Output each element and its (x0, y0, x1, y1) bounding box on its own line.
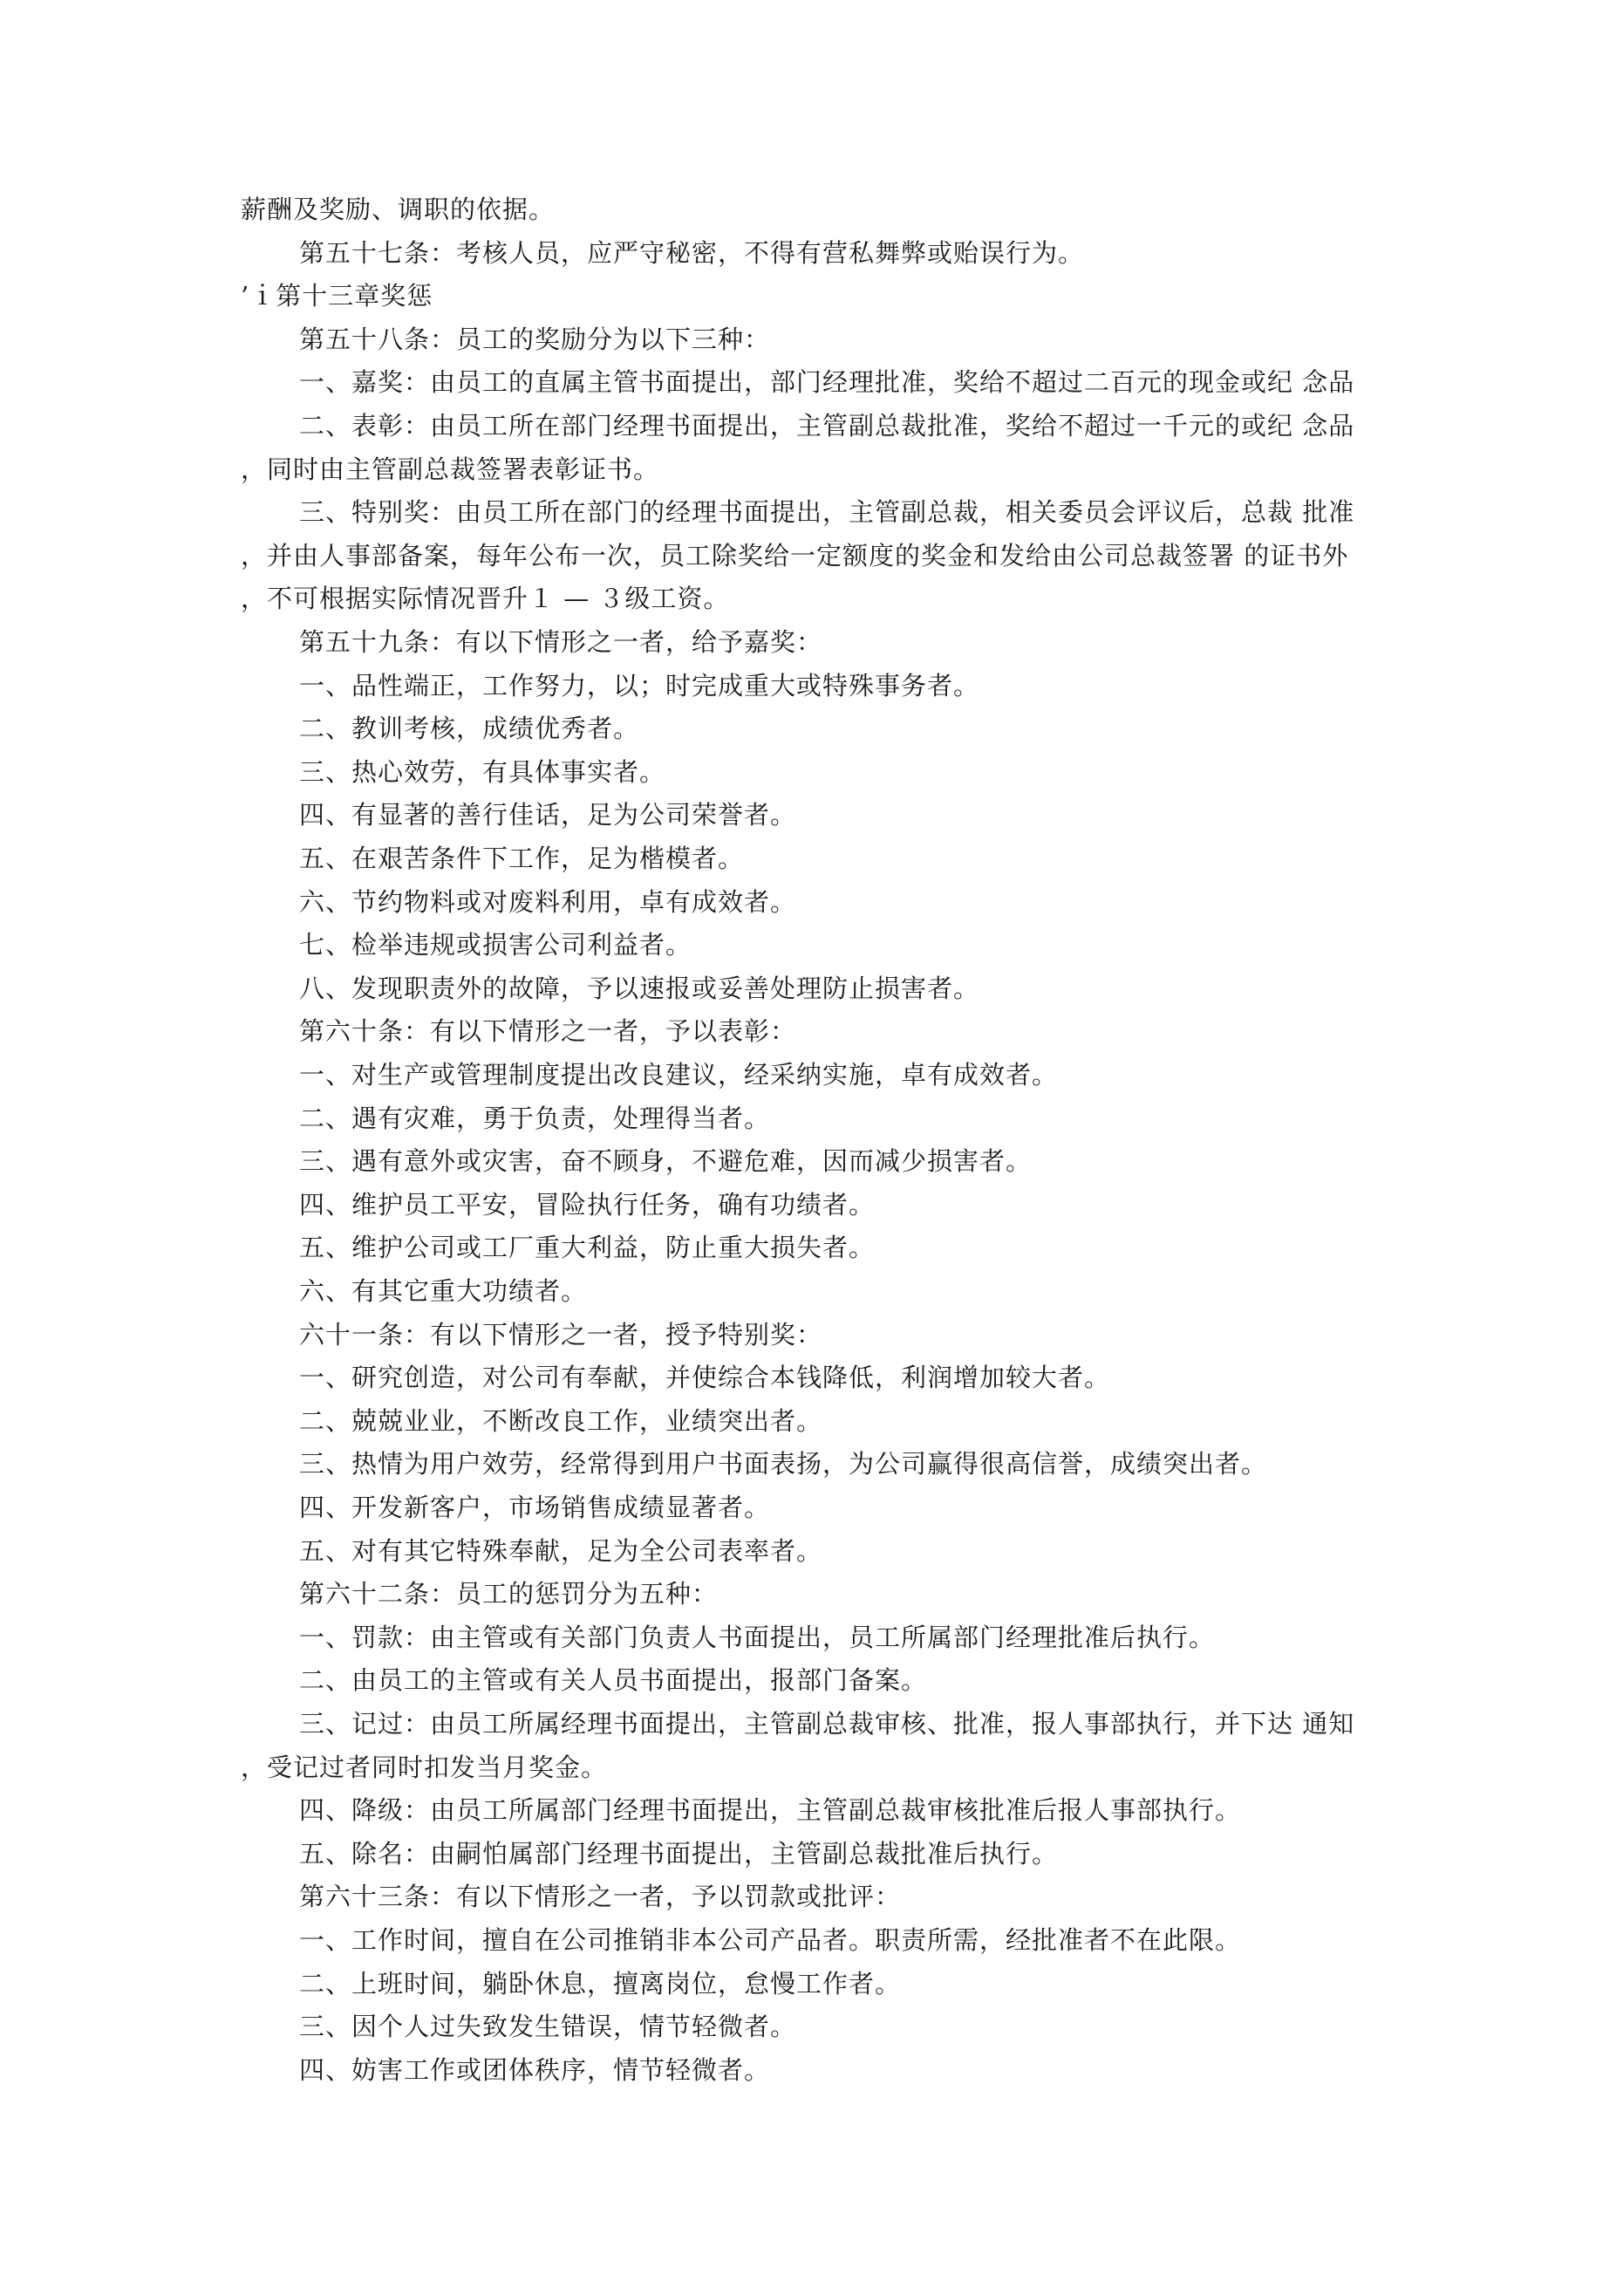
text-line: 三、因个人过失致发生错误，情节轻微者。 (299, 2012, 797, 2041)
text-line: 第五十八条：员工的奖励分为以下三种： (299, 325, 771, 354)
text-line: 第六十二条：员工的惩罚分为五种： (299, 1579, 719, 1609)
text-line: 二、由员工的主管或有关人员书面提出，报部门备案。 (299, 1665, 928, 1695)
text-line: 五、对有其它特殊奉献，足为全公司表率者。 (299, 1536, 823, 1566)
text-line: ’ｉ第十三章奖惩 (241, 281, 433, 311)
text-line: 三、记过：由员工所属经理书面提出，主管副总裁审核、批准，报人事部执行，并下达 通知 (299, 1709, 1355, 1739)
text-line: 薪酬及奖励、调职的依据。 (241, 195, 556, 224)
text-line: 四、妨害工作或团体秩序，情节轻微者。 (299, 2055, 771, 2085)
text-line: 一、研究创造，对公司有奉献，并使综合本钱降低，利润增加较大者。 (299, 1363, 1111, 1392)
text-line: 三、特别奖：由员工所在部门的经理书面提出，主管副总裁，相关委员会评议后，总裁 批准 (299, 497, 1355, 527)
text-line: 第六十条：有以下情形之一者，予以表彰： (299, 1016, 797, 1046)
text-line: ，并由人事部备案，每年公布一次，员工除奖给一定额度的奖金和发给由公司总裁签署 的证书外 (241, 541, 1349, 571)
text-line: 第五十七条：考核人员，应严守秘密，不得有营私舞弊或贻误行为。 (299, 238, 1085, 268)
text-line: 二、兢兢业业，不断改良工作，业绩突出者。 (299, 1406, 823, 1436)
text-line: 四、降级：由员工所属部门经理书面提出，主管副总裁审核批准后报人事部执行。 (299, 1795, 1242, 1825)
text-line: 八、发现职责外的故障，予以速报或妥善处理防止损害者。 (299, 974, 980, 1003)
text-line: 四、开发新客户，市场销售成绩显著者。 (299, 1493, 771, 1522)
text-line: 五、在艰苦条件下工作，足为楷模者。 (299, 844, 745, 873)
text-line: 四、维护员工平安，冒险执行任务，确有功绩者。 (299, 1190, 876, 1220)
text-line: 一、工作时间，擅自在公司推销非本公司产品者。职责所需，经批准者不在此限。 (299, 1925, 1242, 1955)
text-line: 一、品性端正，工作努力，以；时完成重大或特殊事务者。 (299, 671, 980, 700)
text-line: ，不可根据实际情况晋升１ — ３级工资。 (241, 584, 730, 613)
text-line: 三、遇有意外或灾害，奋不顾身，不避危难，因而减少损害者。 (299, 1146, 1033, 1176)
text-line: 一、罚款：由主管或有关部门负责人书面提出，员工所属部门经理批准后执行。 (299, 1623, 1216, 1652)
text-line: 二、上班时间，躺卧休息，擅离岗位，怠慢工作者。 (299, 1969, 902, 1999)
text-line: 七、检举违规或损害公司利益者。 (299, 930, 692, 960)
text-line: 一、对生产或管理制度提出改良建议，经采纳实施，卓有成效者。 (299, 1060, 1059, 1090)
text-line: 三、热心效劳，有具体事实者。 (299, 757, 666, 787)
text-line: ，同时由主管副总裁签署表彰证书。 (241, 454, 660, 484)
text-line: 六十一条：有以下情形之一者，授予特别奖： (299, 1320, 823, 1350)
text-line: 三、热情为用户效劳，经常得到用户书面表扬，为公司赢得很高信誉，成绩突出者。 (299, 1449, 1268, 1479)
text-line: 二、教训考核，成绩优秀者。 (299, 714, 640, 743)
text-line: 六、节约物料或对废料利用，卓有成效者。 (299, 887, 797, 917)
text-line: 二、表彰：由员工所在部门经理书面提出，主管副总裁批准，奖给不超过一千元的或纪 念品 (299, 411, 1355, 441)
text-line: 二、遇有灾难，勇于负责，处理得当者。 (299, 1104, 771, 1133)
text-line: 一、嘉奖：由员工的直属主管书面提出，部门经理批准，奖给不超过二百元的现金或纪 念品 (299, 367, 1355, 397)
text-line: 第五十九条：有以下情形之一者，给予嘉奖： (299, 627, 823, 657)
text-line: 五、维护公司或工厂重大利益，防止重大损失者。 (299, 1233, 876, 1262)
text-line: 六、有其它重大功绩者。 (299, 1276, 588, 1306)
text-line: ，受记过者同时扣发当月奖金。 (241, 1753, 608, 1782)
text-line: 第六十三条：有以下情形之一者，予以罚款或批评： (299, 1882, 902, 1911)
text-line: 四、有显著的善行佳话，足为公司荣誉者。 (299, 800, 797, 830)
text-line: 五、除名：由嗣怕属部门经理书面提出，主管副总裁批准后执行。 (299, 1839, 1059, 1869)
